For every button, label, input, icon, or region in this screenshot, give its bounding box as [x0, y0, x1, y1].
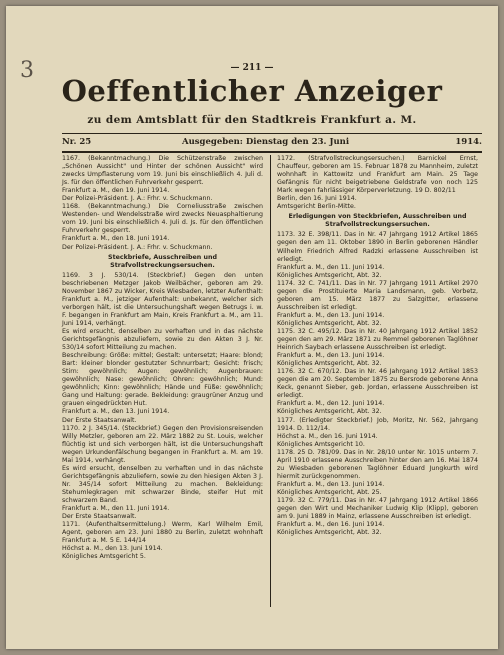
- header-rule-top: [62, 133, 482, 134]
- page-number: — 211 —: [230, 63, 274, 73]
- text-paragraph: 1171. (Aufenthaltsermittelung.) Werm, Karl Wilhelm Emil, Agent, geboren am 23. Juni 1880 zu Berlin, zuletzt wohnhaft Frankfurt a. M. 5 E. 144/14: [62, 521, 263, 545]
- text-paragraph: Frankfurt a. M., den 19. Juni 1914.: [62, 187, 170, 195]
- text-paragraph: Königliches Amtsgericht, Abt. 32.: [277, 408, 382, 416]
- newspaper-page: [6, 6, 498, 649]
- text-paragraph: Höchst a. M., den 13. Juni 1914.: [62, 545, 163, 553]
- text-paragraph: Amtsgericht Berlin-Mitte.: [277, 203, 356, 211]
- text-paragraph: Frankfurt a. M., den 13. Juni 1914.: [277, 352, 385, 360]
- text-paragraph: 1177. (Erledigter Steckbrief.) Job, Moritz, Nr. 562, Jahrgang 1914. D. 112/14.: [277, 416, 478, 432]
- text-paragraph: Höchst a. M., den 16. Juni 1914.: [277, 432, 378, 440]
- text-paragraph: 1176. 32 C. 670/12. Das in Nr. 46 Jahrgang 1912 Artikel 1853 gegen die am 20. September 1875 zu Bersrode geborene Anna Keck, genannt Sieber, geb. Jordan, erlassene Ausschreiben ist erledigt.: [277, 368, 478, 400]
- text-paragraph: Der Polizei-Präsident. J. A.: Frhr. v. Schuckmann.: [62, 195, 213, 203]
- text-paragraph: Königliches Amtsgericht, Abt. 32.: [277, 319, 382, 327]
- column-divider: [270, 155, 271, 607]
- text-paragraph: Beschreibung: Größe: mittel; Gestalt: untersetzt; Haare: blond; Bart: kleiner blonder gestutzter Schnurrbart; Gesicht: frisch; Stirn: gewöhnlich; Augen: gewöhnlich; Augenbrauen: gewöhnlich; Nase: gewöhnlich; Ohren: gewöhnlich; Mund: gewöhnlich; Kinn: gewöhnlich; Hände und Füße: gewöhnlich; Gang und Haltung: gerade. Bekleidung: graugrüner Anzug und grauen eingedrückten Hut.: [62, 352, 263, 408]
- text-paragraph: Frankfurt a. M., den 12. Juni 1914.: [277, 400, 385, 408]
- issue-info-bar: [62, 137, 482, 149]
- text-paragraph: 1174. 32 C. 741/11. Das in Nr. 77 Jahrgang 1911 Artikel 2970 gegen die Prostituierte Maria Landsmann, geb. Vorbetz, geboren am 15. März 1877 zu Salzgitter, erlassene Ausschreiben ist erledigt.: [277, 279, 478, 311]
- text-paragraph: 1173. 32 E. 398/11. Das in Nr. 47 Jahrgang 1912 Artikel 1865 gegen den am 11. Oktober 1890 in Berlin geborenen Händler Wilhelm Friedrich Alfred Radzki erlassene Ausschreiben ist erledigt.: [277, 231, 478, 263]
- text-paragraph: Der Polizei-Präsident. J. A.: Frhr. v. Schuckmann.: [62, 243, 213, 251]
- text-paragraph: Der Erste Staatsanwalt.: [62, 513, 137, 521]
- text-paragraph: Frankfurt a. M., den 13. Juni 1914.: [62, 408, 170, 416]
- text-paragraph: Königliches Amtsgericht, Abt. 25.: [277, 488, 382, 496]
- text-paragraph: Frankfurt a. M., den 18. Juni 1914.: [62, 235, 170, 243]
- header-rule-bottom: [62, 151, 482, 153]
- publication-subtitle: zu dem Amtsblatt für den Stadtkreis Frankfurt a. M.: [87, 114, 417, 126]
- right-column: [277, 155, 478, 537]
- text-paragraph: Frankfurt a. M., den 13. Juni 1914.: [277, 311, 385, 319]
- text-paragraph: Königliches Amtsgericht, Abt. 32.: [277, 529, 382, 537]
- text-paragraph: Frankfurt a. M., den 16. Juni 1914.: [277, 521, 385, 529]
- text-paragraph: Berlin, den 16. Juni 1914.: [277, 195, 357, 203]
- text-paragraph: 1169. 3 J. 530/14. (Steckbrief.) Gegen den unten beschriebenen Metzger Jakob Weilbächer, geboren am 29. November 1867 zu Wicker, Kreis Wiesbaden, letzter Aufenthalt: Frankfurt a. M., jetziger Aufenthalt: unbekannt, welcher sich verborgen hält, ist die Untersuchungshaft wegen Betrugs i. w. F. begangen in Frankfurt am Main, Kreis Frankfurt a. M., am 11. Juni 1914, verhängt.: [62, 271, 263, 327]
- text-paragraph: 1178. 25 D. 781/09. Das in Nr. 28/10 unter Nr. 1015 unterm 7. April 1910 erlassene Ausschreiben hinter den am 16. Mai 1874 zu Wiesbaden geborenen Taglöhner Eduard Jungkurth wird hiermit zurückgenommen.: [277, 448, 478, 480]
- issue-date: Ausgegeben: Dienstag den 23. Juni: [182, 137, 350, 147]
- left-column: [62, 155, 263, 561]
- text-paragraph: Frankfurt a. M., den 11. Juni 1914.: [62, 505, 170, 513]
- section-heading: Erledigungen von Steckbriefen, Ausschreiben und Strafvollstreckungsersuchen.: [288, 213, 467, 229]
- text-paragraph: Königliches Amtsgericht, Abt. 32.: [277, 360, 382, 368]
- text-paragraph: 1168. (Bekanntmachung.) Die Corneliusstraße zwischen Westenden- und Wendelsstraße wird zwecks Neuasphaltierung vom 19. Juni bis einschließlich 4. Juli d. Js. für den öffentlichen Fuhrverkehr gesperrt.: [62, 203, 263, 235]
- text-paragraph: 1175. 32 C. 495/12. Das in Nr. 40 Jahrgang 1912 Artikel 1852 gegen den am 29. März 1871 zu Remmel geborenen Taglöhner Heinrich Saybach erlassene Ausschreiben ist erledigt.: [277, 327, 478, 352]
- text-paragraph: Königliches Amtsgericht, Abt. 32.: [277, 271, 382, 279]
- text-paragraph: 1179. 32 C. 779/11. Das in Nr. 47 Jahrgang 1912 Artikel 1866 gegen den Wirt und Mechaniker Ludwig Klip (Klipp), geboren am 9. Juni 1889 in Mainz, erlassene Ausschreiben ist erledigt.: [277, 496, 478, 521]
- text-paragraph: Es wird ersucht, denselben zu verhaften und in das nächste Gerichtsgefängnis abzuliefern, sowie zu den Akten 3 J. Nr. 530/14 sofort Mitteilung zu machen.: [62, 327, 263, 352]
- issue-number: Nr. 25: [62, 137, 92, 147]
- text-paragraph: Der Erste Staatsanwalt.: [62, 416, 137, 424]
- text-paragraph: Es wird ersucht, denselben zu verhaften und in das nächste Gerichtsgefängnis abzuliefern, sowie zu den hiesigen Akten 3 J. Nr. 345/14 sofort Mitteilung zu machen. Bekleidung: Stehumlegkragen mit schwarzer Binde, steifer Hut mit schwarzem Band.: [62, 464, 263, 504]
- text-paragraph: Frankfurt a. M., den 11. Juni 1914.: [277, 263, 385, 271]
- handwritten-margin-note: 3: [20, 58, 34, 83]
- text-paragraph: 1167. (Bekanntmachung.) Die Schützenstraße zwischen „Schönen Aussicht" und Hinter der schönen Aussicht" wird zwecks Umpflasterung vom 19. Juni bis einschließlich 4. Juli d. Js. für den öffentlichen Fuhrverkehr gesperrt.: [62, 155, 263, 187]
- publication-title: Oeffentlicher Anzeiger: [61, 74, 443, 108]
- issue-year: 1914.: [455, 137, 482, 147]
- text-paragraph: Königliches Amtsgericht 5.: [62, 553, 146, 561]
- text-paragraph: Frankfurt a. M., den 13. Juni 1914.: [277, 480, 385, 488]
- section-heading: Steckbriefe, Ausschreiben und Strafvollstreckungsersuchen.: [108, 253, 217, 269]
- text-paragraph: Königliches Amtsgericht 10.: [277, 440, 365, 448]
- text-paragraph: 1170. 2 J. 345/14. (Steckbrief.) Gegen den Provisionsreisenden Willy Metzler, geboren am 22. März 1882 zu St. Louis, welcher flüchtig ist und sich verborgen hält, ist die Untersuchungshaft wegen Urkundenfälschung begangen in Frankfurt a. M. am 19. Mai 1914, verhängt.: [62, 424, 263, 464]
- text-paragraph: 1172. (Strafvollstreckungsersuchen.) Barnickel Ernst, Chauffeur, geboren am 15. Februar 1878 zu Mannheim, zuletzt wohnhaft in Kattowitz und Frankfurt am Main. 25 Tage Gefängnis für nicht beigetriebene Geldstrafe von noch 125 Mark wegen fahrlässiger Körperverletzung. 19 D. 802/11: [277, 155, 478, 195]
